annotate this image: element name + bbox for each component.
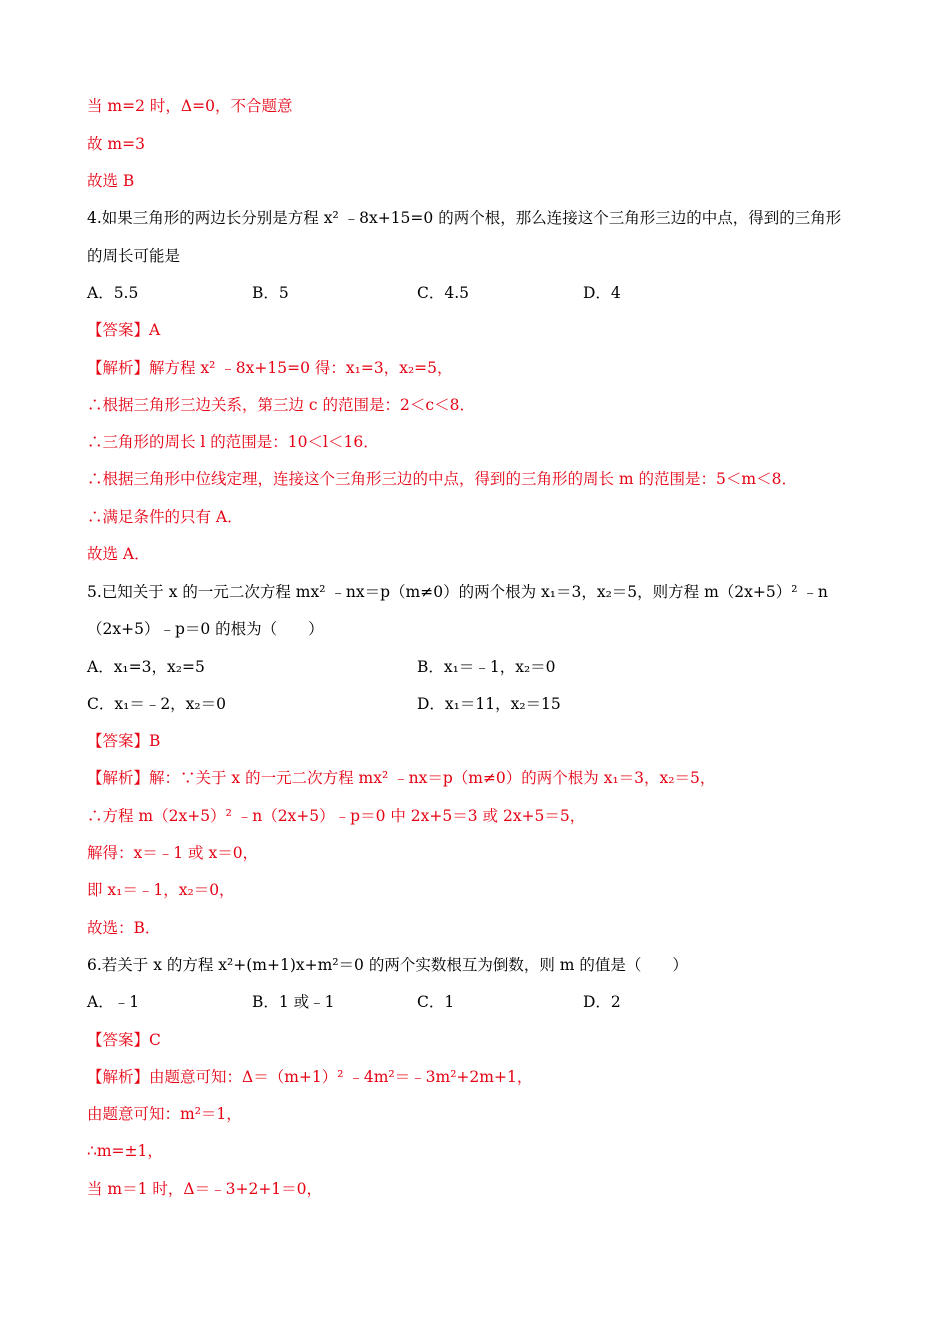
q4-solution-line: ∴根据三角形中位线定理，连接这个三角形三边的中点，得到的三角形的周长 m 的范围是：5＜m＜8．	[87, 470, 797, 488]
question-4-stem-cont: 的周长可能是	[87, 247, 181, 265]
q4-option-a: A．5.5	[87, 284, 139, 302]
q5-solution-line: ∴方程 m（2x+5）² ﹣n（2x+5）﹣p＝0 中 2x+5＝3 或 2x+5＝5，	[87, 807, 586, 825]
question-4-stem: 4.如果三角形的两边长分别是方程 x² ﹣8x+15=0 的两个根，那么连接这个三角形三边的中点，得到的三角形	[87, 209, 842, 227]
q5-option-b: B．x₁＝﹣1，x₂＝0	[417, 658, 556, 676]
solution-line: 故选 B	[87, 172, 135, 190]
q4-option-d: D．4	[583, 284, 621, 302]
solution-line: 当 m=2 时，Δ=0，不合题意	[87, 97, 293, 115]
q6-solution-line: ∴m=±1，	[87, 1142, 163, 1160]
q4-answer: 【答案】A	[87, 321, 161, 339]
q5-option-c: C．x₁＝﹣2，x₂＝0	[87, 695, 226, 713]
q4-solution-line: ∴根据三角形三边关系，第三边 c 的范围是：2＜c＜8．	[87, 396, 475, 414]
q6-solution-line: 由题意可知：m²＝1，	[87, 1105, 242, 1123]
q4-solution-line: ∴三角形的周长 l 的范围是：10＜l＜16．	[87, 433, 379, 451]
q5-option-a: A．x₁=3，x₂=5	[87, 658, 205, 676]
question-5-stem: 5.已知关于 x 的一元二次方程 mx² ﹣nx＝p（m≠0）的两个根为 x₁＝3，x₂＝5，则方程 m（2x+5）² ﹣n	[87, 583, 828, 601]
question-5-stem-cont: （2x+5）﹣p＝0 的根为（ ）	[87, 620, 324, 638]
q5-answer: 【答案】B	[87, 732, 161, 750]
q6-solution-line: 【解析】由题意可知：Δ＝（m+1）² ﹣4m²＝﹣3m²+2m+1，	[87, 1068, 533, 1086]
q5-solution-line: 解得：x＝﹣1 或 x＝0，	[87, 844, 259, 862]
question-6-stem: 6.若关于 x 的方程 x²+(m+1)x+m²＝0 的两个实数根互为倒数，则 m 的值是（ ）	[87, 956, 688, 974]
q4-option-b: B．5	[252, 284, 289, 302]
q5-option-d: D．x₁＝11，x₂＝15	[417, 695, 561, 713]
q5-solution-line: 【解析】解：∵关于 x 的一元二次方程 mx² ﹣nx＝p（m≠0）的两个根为 x₁＝3，x₂＝5，	[87, 769, 716, 787]
q4-solution-line: 【解析】解方程 x² ﹣8x+15=0 得：x₁=3，x₂=5，	[87, 359, 453, 377]
q6-answer: 【答案】C	[87, 1031, 161, 1049]
q6-solution-line: 当 m＝1 时，Δ＝﹣3+2+1＝0，	[87, 1180, 323, 1198]
q6-option-a: A．﹣1	[87, 993, 140, 1011]
q4-solution-line: 故选 A．	[87, 545, 150, 563]
q4-solution-line: ∴满足条件的只有 A．	[87, 508, 243, 526]
q5-solution-line: 即 x₁＝﹣1，x₂＝0，	[87, 881, 235, 899]
q6-option-b: B．1 或﹣1	[252, 993, 335, 1011]
solution-line: 故 m=3	[87, 135, 145, 153]
q4-option-c: C．4.5	[417, 284, 470, 302]
q6-option-d: D．2	[583, 993, 621, 1011]
q5-solution-line: 故选：B．	[87, 919, 161, 937]
q6-option-c: C．1	[417, 993, 455, 1011]
